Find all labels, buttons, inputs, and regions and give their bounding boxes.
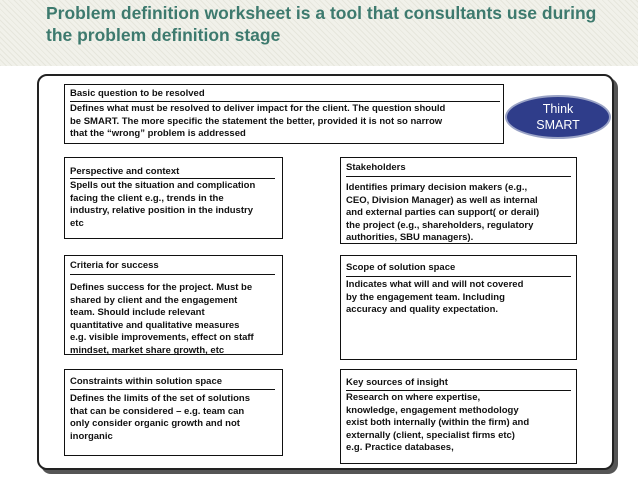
perspective-box [64, 157, 283, 239]
perspective-body: Spells out the situation and complication facing the client e.g., trends in the industry, relative position in the industry etc [70, 180, 256, 229]
stakeholders-rule [346, 176, 571, 177]
sources-rule [346, 390, 571, 391]
page-title: Problem definition worksheet is a tool that consultants use during the problem definition stage [46, 3, 597, 45]
scope-rule [346, 276, 571, 277]
basic-question-box [64, 84, 504, 144]
scope-body: Indicates what will and will not covered by the engagement team. Including accuracy and quality expectation. [346, 279, 524, 315]
think-smart-oval: Think SMART [505, 95, 611, 139]
basic-question-heading: Basic question to be resolved [70, 88, 205, 99]
criteria-body: Defines success for the project. Must be shared by client and the engagement team. Should include relevant quantitative and qualitative measures e.g. visible improvements, effect on staff mindset, market share growth, etc [70, 282, 254, 355]
criteria-heading: Criteria for success [70, 260, 159, 271]
perspective-rule [70, 178, 275, 179]
scope-box [340, 255, 577, 360]
sources-box [340, 369, 577, 464]
stakeholders-heading: Stakeholders [346, 162, 406, 173]
basic-question-body: Defines what must be resolved to deliver impact for the client. The question should be SMART. The more specific the statement the better, provided it is not so narrow that the “wrong” problem is addressed [70, 103, 446, 139]
constraints-box [64, 369, 283, 456]
sources-body: Research on where expertise, knowledge, engagement methodology exist both internally (within the firm) and externally (client, specialist firms etc) e.g. Practice databases, [346, 392, 530, 453]
constraints-heading: Constraints within solution space [70, 376, 223, 387]
scope-heading: Scope of solution space [346, 262, 456, 273]
basic-question-rule [70, 101, 500, 102]
sources-heading: Key sources of insight [346, 377, 448, 388]
stakeholders-body: Identifies primary decision makers (e.g., CEO, Division Manager) as well as internal and external parties can support( or derail) the project (e.g., shareholders, regulatory authorities, SBU managers). [346, 182, 540, 243]
criteria-box [64, 255, 283, 355]
constraints-rule [70, 389, 275, 390]
constraints-body: Defines the limits of the set of solutions that can be considered – e.g. team can only consider organic growth and not inorganic [70, 393, 250, 442]
perspective-heading: Perspective and context [70, 166, 180, 177]
criteria-rule [70, 274, 275, 275]
stakeholders-box [340, 157, 577, 244]
